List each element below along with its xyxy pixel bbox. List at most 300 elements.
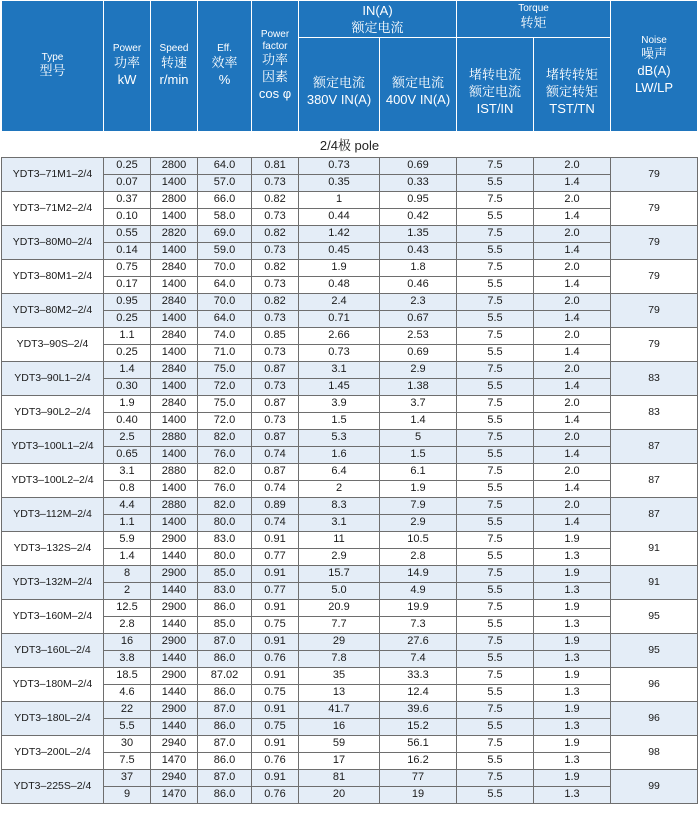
table-cell: 1400: [151, 446, 198, 463]
table-cell: 37: [104, 769, 151, 786]
table-cell: 0.91: [252, 667, 299, 684]
table-row: [2, 395, 698, 412]
table-cell: 7.5: [457, 293, 534, 310]
table-cell: 4.9: [380, 582, 457, 599]
table-cell: 0.91: [252, 769, 299, 786]
table-row: [2, 769, 698, 786]
table-cell: 0.65: [104, 446, 151, 463]
table-row: [2, 361, 698, 378]
table-cell: 1.3: [534, 616, 611, 633]
table-cell: 2.0: [534, 497, 611, 514]
table-cell: 7.5: [457, 395, 534, 412]
table-cell: 1.1: [104, 327, 151, 344]
table-cell: 2.0: [534, 395, 611, 412]
table-cell: 2800: [151, 191, 198, 208]
noise-en-label: Noise: [641, 34, 667, 46]
table-cell: 1.4: [380, 412, 457, 429]
table-cell: 7.5: [457, 599, 534, 616]
table-cell: 2: [299, 480, 380, 497]
table-cell: 1.4: [534, 276, 611, 293]
table-cell: 1400: [151, 378, 198, 395]
table-cell: 0.42: [380, 208, 457, 225]
col-header-current-380v: [299, 37, 380, 131]
table-cell: 1.4: [104, 361, 151, 378]
table-cell: 1.9: [534, 667, 611, 684]
table-cell: 1.4: [534, 514, 611, 531]
tst-cn-label-2: 额定转矩: [546, 83, 599, 99]
table-row: [2, 344, 698, 361]
motor-type-cell: YDT3–80M2–2/4: [2, 293, 104, 327]
table-cell: 5.5: [457, 310, 534, 327]
table-row: [2, 157, 698, 174]
eff-cn-label: 效率: [211, 54, 238, 70]
table-cell: 2.9: [380, 361, 457, 378]
table-cell: 8: [104, 565, 151, 582]
speed-cn-label: 转速: [160, 54, 187, 70]
noise-cell: 95: [611, 633, 698, 667]
table-cell: 20.9: [299, 599, 380, 616]
table-cell: 1.42: [299, 225, 380, 242]
table-cell: 86.0: [198, 599, 252, 616]
table-cell: 0.35: [299, 174, 380, 191]
table-cell: 7.5: [457, 225, 534, 242]
table-cell: 1440: [151, 650, 198, 667]
pole-label: 2/4极 pole: [2, 131, 698, 157]
col-header-speed: [151, 1, 198, 132]
table-cell: 7.5: [457, 497, 534, 514]
table-cell: 0.75: [252, 718, 299, 735]
table-row: [2, 701, 698, 718]
table-cell: 1.3: [534, 548, 611, 565]
table-cell: 5: [380, 429, 457, 446]
table-cell: 0.25: [104, 344, 151, 361]
table-cell: 5.5: [457, 650, 534, 667]
table-cell: 5.5: [457, 208, 534, 225]
table-cell: 19: [380, 786, 457, 803]
table-cell: 0.73: [252, 276, 299, 293]
table-cell: 5.9: [104, 531, 151, 548]
eff-en-label: Eff.: [217, 43, 232, 55]
table-cell: 72.0: [198, 412, 252, 429]
table-row: [2, 786, 698, 803]
table-cell: 0.85: [252, 327, 299, 344]
table-cell: 0.75: [252, 684, 299, 701]
current-400-unit-label: 400V IN(A): [385, 91, 451, 107]
table-cell: 0.76: [252, 752, 299, 769]
motor-type-cell: YDT3–90L1–2/4: [2, 361, 104, 395]
table-cell: 2900: [151, 701, 198, 718]
col-header-ist-in: [457, 37, 534, 131]
table-cell: 5.5: [457, 616, 534, 633]
table-cell: 3.1: [299, 361, 380, 378]
table-cell: 16.2: [380, 752, 457, 769]
table-cell: 2820: [151, 225, 198, 242]
table-cell: 14.9: [380, 565, 457, 582]
table-row: [2, 599, 698, 616]
table-cell: 0.82: [252, 259, 299, 276]
table-cell: 2.8: [104, 616, 151, 633]
noise-cell: 96: [611, 667, 698, 701]
table-cell: 7.5: [457, 429, 534, 446]
table-cell: 72.0: [198, 378, 252, 395]
noise-cell: 79: [611, 327, 698, 361]
motor-type-cell: YDT3–80M0–2/4: [2, 225, 104, 259]
table-cell: 2800: [151, 157, 198, 174]
table-cell: 2.8: [380, 548, 457, 565]
table-cell: 1440: [151, 582, 198, 599]
table-row: [2, 293, 698, 310]
motor-type-cell: YDT3–90L2–2/4: [2, 395, 104, 429]
table-cell: 76.0: [198, 446, 252, 463]
table-cell: 1.5: [299, 412, 380, 429]
table-cell: 1470: [151, 786, 198, 803]
table-cell: 33.3: [380, 667, 457, 684]
table-row: [2, 752, 698, 769]
table-cell: 7.9: [380, 497, 457, 514]
table-row: [2, 548, 698, 565]
col-group-torque: [457, 1, 611, 38]
table-cell: 2900: [151, 565, 198, 582]
motor-type-cell: YDT3–200L–2/4: [2, 735, 104, 769]
table-cell: 0.8: [104, 480, 151, 497]
table-cell: 2.0: [534, 157, 611, 174]
table-cell: 7.5: [457, 633, 534, 650]
table-cell: 29: [299, 633, 380, 650]
table-cell: 85.0: [198, 565, 252, 582]
table-cell: 0.77: [252, 548, 299, 565]
table-cell: 7.7: [299, 616, 380, 633]
table-cell: 2.9: [299, 548, 380, 565]
table-row: [2, 531, 698, 548]
table-cell: 1.9: [534, 531, 611, 548]
table-cell: 2940: [151, 735, 198, 752]
table-cell: 2.53: [380, 327, 457, 344]
table-cell: 2840: [151, 293, 198, 310]
table-cell: 59: [299, 735, 380, 752]
table-cell: 1400: [151, 480, 198, 497]
table-cell: 0.87: [252, 361, 299, 378]
table-cell: 87.0: [198, 633, 252, 650]
type-en-label: Type: [41, 51, 64, 63]
table-cell: 1.9: [104, 395, 151, 412]
table-cell: 2900: [151, 599, 198, 616]
table-cell: 27.6: [380, 633, 457, 650]
table-cell: 1.8: [380, 259, 457, 276]
table-cell: 7.5: [457, 701, 534, 718]
table-cell: 1.45: [299, 378, 380, 395]
table-cell: 3.8: [104, 650, 151, 667]
table-cell: 0.89: [252, 497, 299, 514]
table-cell: 1400: [151, 276, 198, 293]
table-cell: 7.5: [457, 327, 534, 344]
table-cell: 0.91: [252, 633, 299, 650]
table-cell: 2880: [151, 429, 198, 446]
table-cell: 1.4: [534, 412, 611, 429]
noise-cell: 83: [611, 395, 698, 429]
table-row: [2, 225, 698, 242]
table-row: [2, 412, 698, 429]
table-cell: 66.0: [198, 191, 252, 208]
table-cell: 2940: [151, 769, 198, 786]
table-cell: 5.5: [457, 684, 534, 701]
table-cell: 30: [104, 735, 151, 752]
col-header-type: [2, 1, 104, 132]
table-cell: 1400: [151, 242, 198, 259]
table-cell: 56.1: [380, 735, 457, 752]
type-cn-label: 型号: [39, 63, 66, 79]
table-cell: 1.4: [534, 242, 611, 259]
table-cell: 2900: [151, 633, 198, 650]
table-cell: 4.6: [104, 684, 151, 701]
table-cell: 41.7: [299, 701, 380, 718]
table-cell: 85.0: [198, 616, 252, 633]
table-cell: 1: [299, 191, 380, 208]
noise-cell: 79: [611, 191, 698, 225]
noise-cell: 99: [611, 769, 698, 803]
table-cell: 5.5: [457, 446, 534, 463]
table-cell: 0.82: [252, 191, 299, 208]
table-cell: 57.0: [198, 174, 252, 191]
table-cell: 12.5: [104, 599, 151, 616]
table-cell: 1470: [151, 752, 198, 769]
table-cell: 1.4: [534, 344, 611, 361]
table-cell: 17: [299, 752, 380, 769]
table-cell: 86.0: [198, 786, 252, 803]
table-cell: 0.17: [104, 276, 151, 293]
motor-type-cell: YDT3–180L–2/4: [2, 701, 104, 735]
table-cell: 0.73: [252, 412, 299, 429]
table-cell: 2900: [151, 667, 198, 684]
torque-en-label: Torque: [518, 3, 549, 14]
table-cell: 0.82: [252, 225, 299, 242]
motor-type-cell: YDT3–160L–2/4: [2, 633, 104, 667]
table-cell: 0.48: [299, 276, 380, 293]
table-row: [2, 310, 698, 327]
col-group-current: [299, 1, 457, 38]
col-header-efficiency: [198, 1, 252, 132]
noise-cell: 79: [611, 157, 698, 191]
table-cell: 7.5: [457, 191, 534, 208]
table-cell: 2840: [151, 395, 198, 412]
table-cell: 5.5: [457, 718, 534, 735]
table-cell: 0.46: [380, 276, 457, 293]
table-row: [2, 582, 698, 599]
table-cell: 77: [380, 769, 457, 786]
table-row: [2, 633, 698, 650]
table-cell: 0.67: [380, 310, 457, 327]
table-cell: 7.8: [299, 650, 380, 667]
pf-unit-label: cos φ: [258, 85, 292, 101]
table-cell: 3.9: [299, 395, 380, 412]
table-cell: 5.5: [457, 786, 534, 803]
table-cell: 83.0: [198, 582, 252, 599]
noise-cell: 87: [611, 463, 698, 497]
table-cell: 0.87: [252, 395, 299, 412]
speed-unit-label: r/min: [159, 71, 189, 87]
table-cell: 0.73: [299, 157, 380, 174]
motor-type-cell: YDT3–71M1–2/4: [2, 157, 104, 191]
table-cell: 2840: [151, 327, 198, 344]
table-cell: 2.0: [534, 191, 611, 208]
table-cell: 7.4: [380, 650, 457, 667]
table-cell: 8.3: [299, 497, 380, 514]
table-cell: 5.5: [457, 378, 534, 395]
table-cell: 1.4: [534, 310, 611, 327]
table-cell: 82.0: [198, 463, 252, 480]
table-cell: 1400: [151, 174, 198, 191]
table-cell: 0.14: [104, 242, 151, 259]
table-cell: 4.4: [104, 497, 151, 514]
table-cell: 64.0: [198, 310, 252, 327]
table-cell: 0.76: [252, 786, 299, 803]
table-cell: 7.5: [457, 361, 534, 378]
col-header-noise: [611, 1, 698, 132]
table-cell: 5.5: [457, 582, 534, 599]
motor-type-cell: YDT3–100L2–2/4: [2, 463, 104, 497]
table-cell: 76.0: [198, 480, 252, 497]
table-row: [2, 378, 698, 395]
table-cell: 0.73: [252, 208, 299, 225]
table-cell: 16: [299, 718, 380, 735]
table-cell: 1.4: [534, 446, 611, 463]
table-cell: 0.30: [104, 378, 151, 395]
table-cell: 0.73: [252, 174, 299, 191]
table-row: [2, 463, 698, 480]
table-cell: 1.9: [299, 259, 380, 276]
col-header-tst-tn: [534, 37, 611, 131]
table-cell: 6.1: [380, 463, 457, 480]
power-cn-label: 功率: [113, 54, 140, 70]
table-cell: 2.5: [104, 429, 151, 446]
table-cell: 1400: [151, 412, 198, 429]
table-row: [2, 429, 698, 446]
table-cell: 0.91: [252, 701, 299, 718]
table-cell: 86.0: [198, 718, 252, 735]
table-cell: 80.0: [198, 514, 252, 531]
table-cell: 0.82: [252, 293, 299, 310]
table-cell: 87.0: [198, 735, 252, 752]
table-cell: 2880: [151, 497, 198, 514]
table-row: [2, 191, 698, 208]
table-cell: 2.0: [534, 463, 611, 480]
table-cell: 0.73: [299, 344, 380, 361]
table-cell: 2840: [151, 361, 198, 378]
table-cell: 1.4: [534, 174, 611, 191]
table-cell: 70.0: [198, 293, 252, 310]
tst-cn-label-1: 堵转转矩: [546, 66, 599, 82]
table-cell: 1.9: [380, 480, 457, 497]
table-row: [2, 259, 698, 276]
table-cell: 81: [299, 769, 380, 786]
table-cell: 5.5: [457, 276, 534, 293]
noise-unit-label-1: dB(A): [637, 63, 671, 79]
table-cell: 7.5: [104, 752, 151, 769]
current-380-cn-label: 额定电流: [312, 74, 365, 90]
table-cell: 58.0: [198, 208, 252, 225]
table-row: [2, 718, 698, 735]
table-cell: 7.5: [457, 531, 534, 548]
table-cell: 0.73: [252, 310, 299, 327]
table-row: [2, 276, 698, 293]
table-cell: 87.0: [198, 769, 252, 786]
table-cell: 0.91: [252, 565, 299, 582]
table-cell: 22: [104, 701, 151, 718]
table-cell: 5.5: [457, 514, 534, 531]
table-row: [2, 174, 698, 191]
col-header-current-400v: [380, 37, 457, 131]
table-cell: 0.74: [252, 446, 299, 463]
table-cell: 2880: [151, 463, 198, 480]
table-cell: 1.1: [104, 514, 151, 531]
table-cell: 7.5: [457, 565, 534, 582]
table-cell: 86.0: [198, 684, 252, 701]
pf-en-label-2: factor: [262, 40, 288, 52]
table-cell: 87.0: [198, 701, 252, 718]
table-row: [2, 514, 698, 531]
table-cell: 15.2: [380, 718, 457, 735]
table-cell: 1.3: [534, 582, 611, 599]
noise-cell: 96: [611, 701, 698, 735]
motor-type-cell: YDT3–160M–2/4: [2, 599, 104, 633]
table-cell: 1.3: [534, 718, 611, 735]
table-cell: 1440: [151, 548, 198, 565]
table-cell: 80.0: [198, 548, 252, 565]
motor-type-cell: YDT3–225S–2/4: [2, 769, 104, 803]
table-cell: 7.3: [380, 616, 457, 633]
table-cell: 0.91: [252, 735, 299, 752]
noise-cell: 87: [611, 497, 698, 531]
table-row: [2, 565, 698, 582]
table-row: [2, 650, 698, 667]
motor-type-cell: YDT3–180M–2/4: [2, 667, 104, 701]
motor-type-cell: YDT3–112M–2/4: [2, 497, 104, 531]
pf-cn-label-1: 功率: [261, 52, 288, 68]
table-cell: 0.45: [299, 242, 380, 259]
table-cell: 69.0: [198, 225, 252, 242]
table-cell: 11: [299, 531, 380, 548]
torque-cn-label: 转矩: [520, 14, 547, 30]
noise-cell: 95: [611, 599, 698, 633]
table-cell: 7.5: [457, 769, 534, 786]
table-cell: 3.1: [104, 463, 151, 480]
table-cell: 2.4: [299, 293, 380, 310]
table-cell: 0.10: [104, 208, 151, 225]
table-cell: 1.4: [534, 378, 611, 395]
table-cell: 1400: [151, 514, 198, 531]
table-cell: 0.87: [252, 429, 299, 446]
table-cell: 0.87: [252, 463, 299, 480]
motor-type-cell: YDT3–71M2–2/4: [2, 191, 104, 225]
col-header-power: [104, 1, 151, 132]
table-row: [2, 667, 698, 684]
table-cell: 1440: [151, 718, 198, 735]
table-cell: 0.75: [104, 259, 151, 276]
table-cell: 1.9: [534, 565, 611, 582]
table-cell: 0.91: [252, 599, 299, 616]
noise-cell: 91: [611, 531, 698, 565]
table-cell: 16: [104, 633, 151, 650]
table-cell: 35: [299, 667, 380, 684]
speed-en-label: Speed: [159, 43, 189, 55]
noise-cell: 79: [611, 293, 698, 327]
table-cell: 0.73: [252, 242, 299, 259]
table-cell: 7.5: [457, 667, 534, 684]
table-cell: 82.0: [198, 429, 252, 446]
ist-cn-label-1: 堵转电流: [469, 66, 522, 82]
table-cell: 0.33: [380, 174, 457, 191]
table-cell: 1.3: [534, 786, 611, 803]
table-cell: 39.6: [380, 701, 457, 718]
